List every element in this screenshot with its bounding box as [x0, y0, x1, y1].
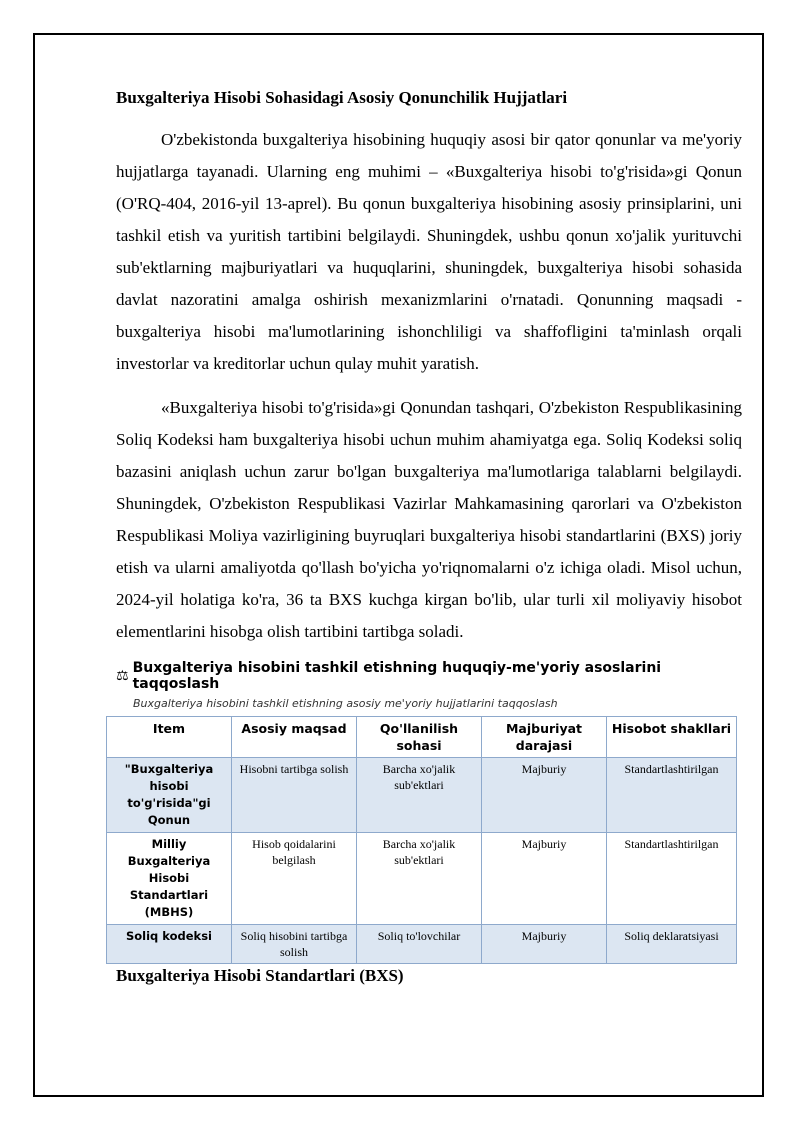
table-cell: "Buxgalteriya hisobi to'g'risida"gi Qonun — [107, 758, 232, 833]
table-heading-text: Buxgalteriya hisobini tashkil etishning huquqiy-me'yoriy asoslarini taqqoslash — [132, 660, 662, 692]
section-title-standards: Buxgalteriya Hisobi Standartlari (BXS) — [116, 966, 404, 985]
table-cell: Majburiy — [482, 833, 607, 925]
document-content — [116, 86, 742, 1002]
table-row — [107, 833, 737, 925]
table-cell: Soliq hisobini tartibga solish — [232, 925, 357, 964]
table-heading — [116, 660, 742, 692]
table-cell: Standartlashtirilgan — [607, 758, 737, 833]
paragraph-1: O'zbekistonda buxgalteriya hisobining huquqiy asosi bir qator qonunlar va me'yoriy hujjatlarga tayanadi. Ularning eng muhimi – «Buxgalteriya hisobi to'g'risida»gi Qonun (O'RQ-404, 2016-yil 13-aprel). Bu qonun buxgalteriya hisobining asosiy prinsiplarini, uni tashkil etish va yuritish tartibini belgilaydi. Shuningdek, ushbu qonun xo'jalik yurituvchi sub'ektlarning majburiyatlari va huquqlarini, shuningdek, buxgalteriya hisobi sohasida davlat nazoratini amalga oshirish mexanizmlarini o'rnatadi. Qonunning maqsadi - buxgalteriya hisobi ma'lumotlarining ishonchliligi va shaffofligini ta'minlash orqali investorlar va kreditorlar uchun qulay muhit yaratish. — [116, 130, 742, 373]
table-cell: Majburiy — [482, 925, 607, 964]
table-cell: Soliq deklaratsiyasi — [607, 925, 737, 964]
header-report-forms: Hisobot shakllari — [607, 717, 737, 758]
header-main-purpose: Asosiy maqsad — [232, 717, 357, 758]
header-scope: Qo'llanilish sohasi — [357, 717, 482, 758]
table-cell: Hisob qoidalarini belgilash — [232, 833, 357, 925]
table-cell: Standartlashtirilgan — [607, 833, 737, 925]
table-row — [107, 758, 737, 833]
table-cell: Majburiy — [482, 758, 607, 833]
table-row — [107, 925, 737, 964]
table-cell: Hisobni tartibga solish — [232, 758, 357, 833]
table-cell: Milliy Buxgalteriya Hisobi Standartlari (MBHS) — [107, 833, 232, 925]
scales-icon: ⚖ — [116, 668, 129, 684]
table-cell: Barcha xo'jalik sub'ektlari — [357, 833, 482, 925]
table-cell: Soliq kodeksi — [107, 925, 232, 964]
table-header-row — [107, 717, 737, 758]
table-cell: Barcha xo'jalik sub'ektlari — [357, 758, 482, 833]
table-cell: Soliq to'lovchilar — [357, 925, 482, 964]
paragraph-2: «Buxgalteriya hisobi to'g'risida»gi Qonundan tashqari, O'zbekiston Respublikasining Soliq Kodeksi ham buxgalteriya hisobi uchun muhim ahamiyatga ega. Soliq Kodeksi soliq bazasini aniqlash uchun zarur bo'lgan buxgalteriya ma'lumotlariga talablarni belgilaydi. Shuningdek, O'zbekiston Respublikasi Vazirlar Mahkamasining qarorlari va O'zbekiston Respublikasi Moliya vazirligining buyruqlari buxgalteriya hisobi standartlarini (BXS) joriy etish va ularni amaliyotda qo'llash bo'yicha yo'riqnomalarni o'z ichiga oladi. Misol uchun, 2024-yil holatiga ko'ra, 36 ta BXS kuchga kirgan bo'lib, ular turli xil moliyaviy hisobot elementlarini hisobga olish tartibini tartibga soladi. — [116, 398, 742, 641]
section-title-legislation: Buxgalteriya Hisobi Sohasidagi Asosiy Qonunchilik Hujjatlari — [116, 88, 568, 107]
header-item: Item — [107, 717, 232, 758]
table-caption: Buxgalteriya hisobini tashkil etishning asosiy me'yoriy hujjatlarini taqqoslash — [133, 697, 558, 710]
comparison-table — [106, 716, 737, 964]
header-obligation-level: Majburiyat darajasi — [482, 717, 607, 758]
